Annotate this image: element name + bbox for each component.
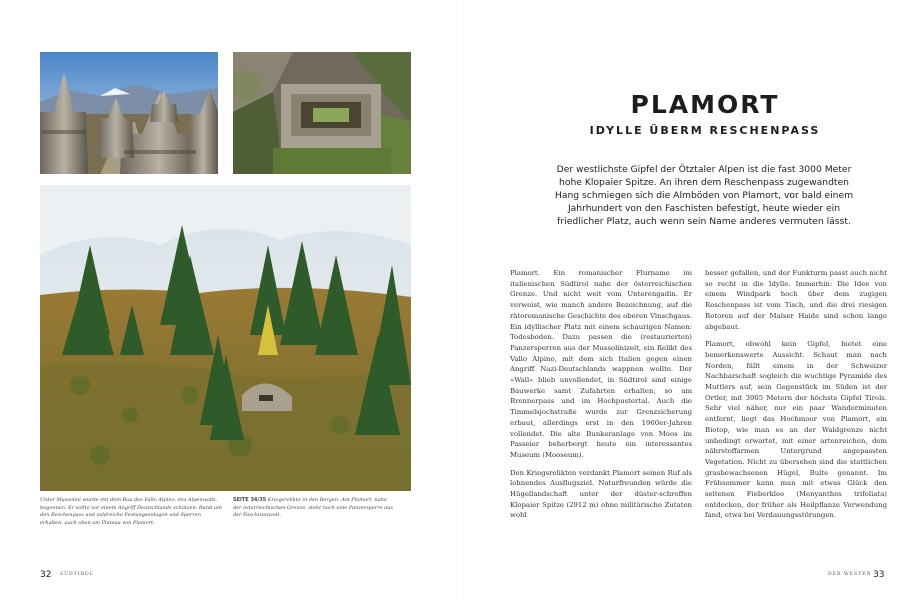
photo-bunker-rock (233, 52, 411, 174)
body-paragraph: besser gefallen, und der Funkturm passt auch nicht so recht in die Idylle. Immerhin: Die Idee von einem Windpark hoch über dem zugigen Reschenpass ist vom Tisch, und die drei riesigen Rotoren auf der Malser Haide sind schon lange abgebaut. (705, 269, 887, 331)
section-label-right: DER WESTEN (828, 572, 872, 577)
caption-left (40, 497, 222, 527)
body-paragraph: Plamort. Ein romanischer Flurname im italienischen Südtirol nahe der österreichischen Grenze. Und nicht weit vom Unterengadin. Er verweist, wie manch andere Bezeichnung, auf die rätoromanische Geschichte des oberen Vinschgaus. Ein idyllischer Platz mit einem schaurigen Namen: Todesboden. Dazu passen die (restaurierten) Panzersperren aus der Mussolinizeit, ein Relikt des Vallo Alpino, mit dem sich Italien gegen einen Angriff Nazi-Deutschlands wappnen wollte. Der »Wall« blieb unvollendet, in Südtirol sind einige Bauwerke samt Zufahrten erhalten, so am Brennerpass und im Hochpustertal. Auch die Timmelsjochstraße wurde zur Grenzsicherung erbaut, allerdings erst in den 1960er-Jahren vollendet. Die alte Bunkeranlage von Moos im Passeier beherbergt heute ein interessantes Museum (Mooseum). (510, 269, 692, 459)
caption-right-label: SEITE 34/35 (233, 497, 267, 503)
photo-tank-barriers (40, 52, 218, 174)
article-lead: Der westlichste Gipfel der Ötztaler Alpen ist die fast 3000 Meter hohe Klopaier Spitze. An ihren dem Reschenpass zugewandten Hang schmiegen sich die Almböden von Plamort, vor bald einem Jahrhundert von den Faschisten befestigt, heute wieder ein friedlicher Platz, auch wenn sein Name anderes vermuten lässt. (554, 164, 854, 227)
caption-right (233, 497, 397, 520)
article-subtitle: IDYLLE ÜBERM RESCHENPASS (589, 124, 821, 137)
section-label-left: SÜDTIROL (60, 572, 94, 577)
page-gutter (462, 0, 463, 600)
body-paragraph: Den Kriegsrelikten verdankt Plamort seinen Ruf als lohnendes Ausflugsziel. Naturfreunden würde die Hügellandschaft unter der düster-schroffen Klopaier Spitze (2912 m) ohne militärische Zutaten wohl (510, 468, 692, 520)
caption-left-text: Unter Mussolini wurde mit dem Bau des Vallo Alpino, des Alpenwalls, begonnen. Er sollte vor einem Angriff Deutschlands schützen. Rund um den Reschenpass und zahlreiche Festungsanlagen und Sperren erhalten, auch oben am Plateau von Plamort. (40, 497, 222, 526)
body-column-right (705, 268, 887, 528)
caption-right-text: Kriegsrelikte in den Bergen. Am Plamort, nahe der österreichischen Grenze, steht noch eine Panzersperre aus der Faschistenzeit. (233, 497, 393, 519)
body-column-left (510, 268, 692, 528)
page-number-right: 33 (873, 570, 885, 580)
page-number-left: 32 (40, 570, 52, 580)
photo-plamort-meadow (40, 185, 411, 491)
article-title: PLAMORT (630, 90, 780, 119)
body-paragraph: Plamort, obwohl kein Gipfel, bietet eine bemerkenswerte Aussicht. Schaut man nach Norden, fällt einem in der Schweizer Nachbarschaft sogleich die wuchtige Pyramide des Muttlers auf, sein Gegenstück im Süden ist der Ortler, mit 3905 Metern der höchste Gipfel Tirols. Sehr viel näher, nur ein paar Wanderminuten entfernt, liegt das Hochmoor von Plamort, ein Biotop, wie man es an der Waldgrenze nicht unbedingt erwartet, mit einer artenreichen, dem nährstoffarmen Untergrund angepassten Vegetation. Nicht zu übersehen sind die stattlichen grasbewachsenen Hügel, Bulte genannt. Im Frühsommer kann man mit etwas Glück den seltenen Fieberklee (Menyanthes trifoliata) entdecken, der früher als Heilpflanze Verwendung fand, etwa bei Verdauungsstörungen. (705, 340, 887, 520)
